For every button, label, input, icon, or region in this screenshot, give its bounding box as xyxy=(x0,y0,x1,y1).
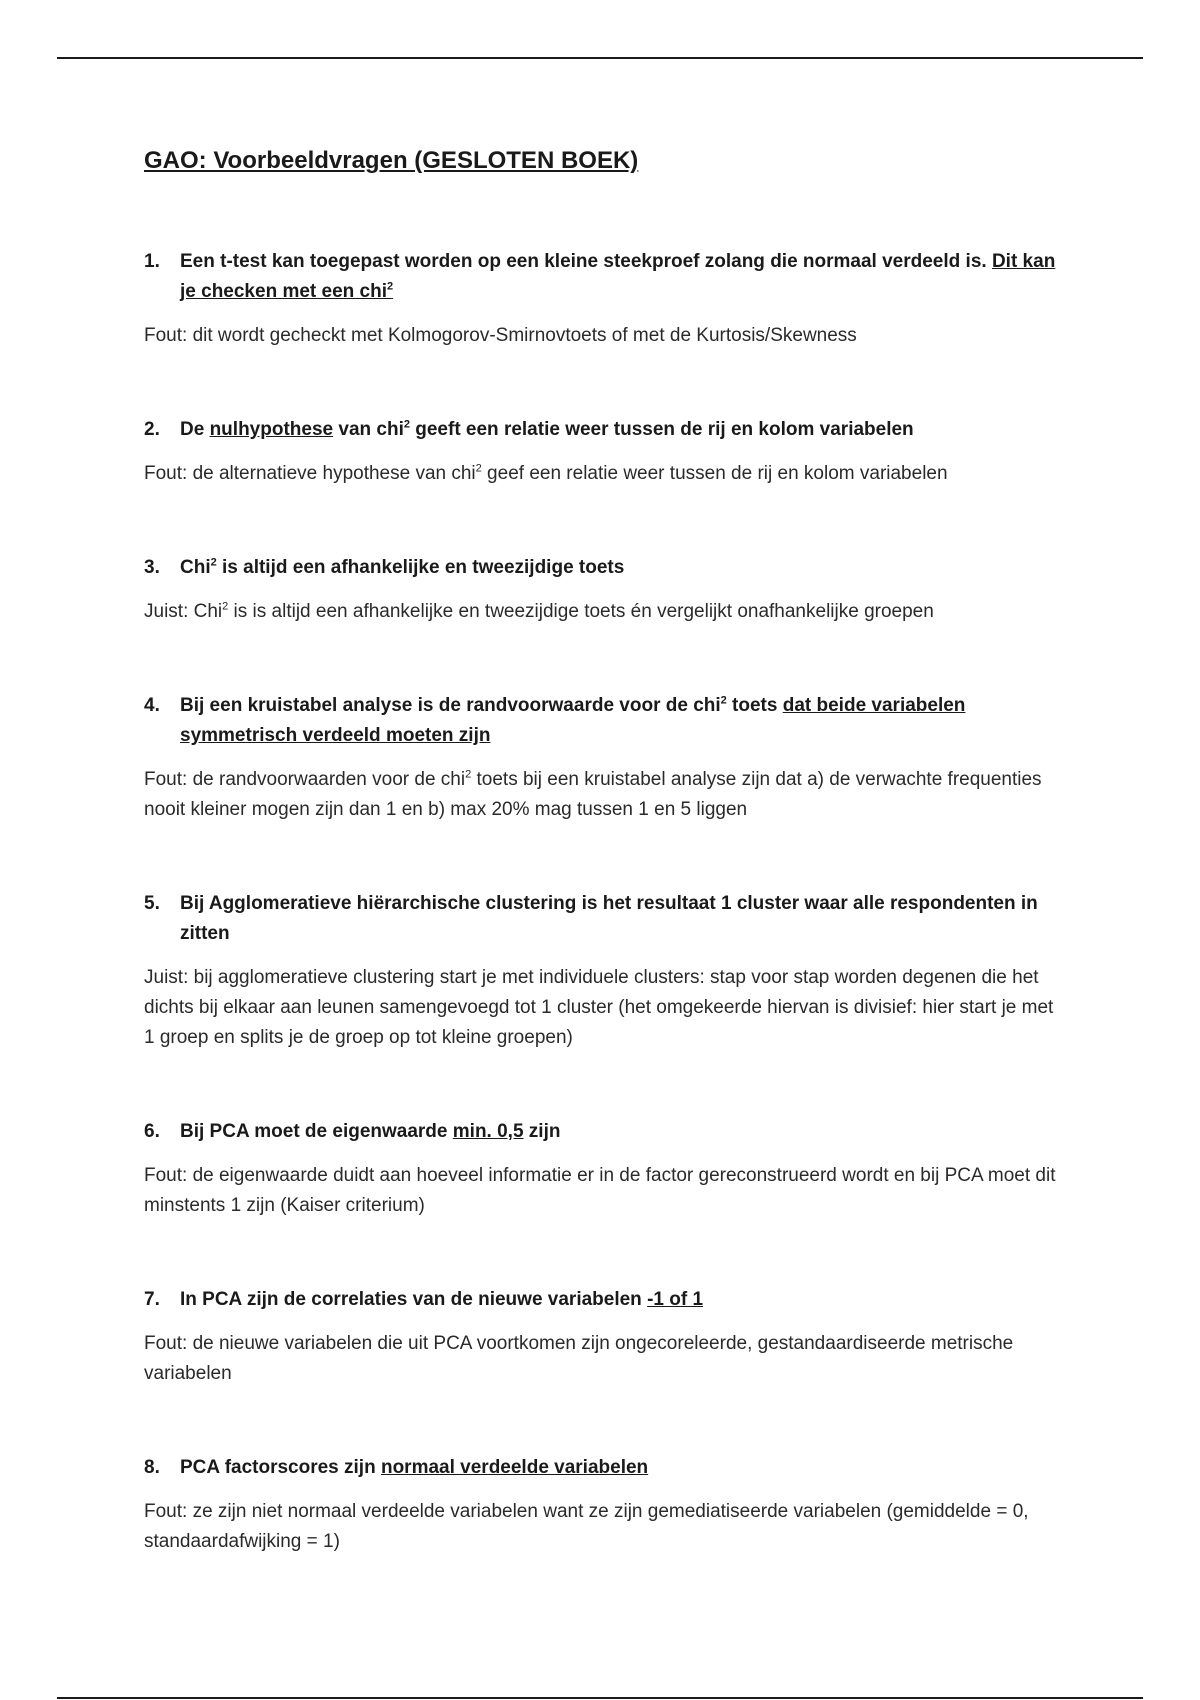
page-title: GAO: Voorbeeldvragen (GESLOTEN BOEK) xyxy=(144,147,639,174)
answer-3: Juist: Chi$^2$ is is altijd een afhankelijke en tweezijdige toets én vergelijkt onafhankelijke groepen xyxy=(144,600,934,622)
question-1: 1. Een t-test kan toegepast worden op een kleine steekproef zolang die normaal verdeeld is. Dit kan je checken met een chi$^2$ xyxy=(144,251,1056,302)
answer-7: Fout: de nieuwe variabelen die uit PCA voortkomen zijn ongecoreleerde, gestandaardiseerde metrische variabelen xyxy=(144,1333,1014,1384)
question-4: 4. Bij een kruistabel analyse is de randvoorwaarde voor de chi$^2$ toets dat beide variabelen symmetrisch verdeeld moeten zijn xyxy=(144,694,966,746)
bottom-rule xyxy=(57,1697,1143,1699)
answer-2: Fout: de alternatieve hypothese van chi$^2$ geef een relatie weer tussen de rij en kolom variabelen xyxy=(144,462,948,484)
answer-5: Juist: bij agglomeratieve clustering start je met individuele clusters: stap voor stap worden degenen die het dichts bij elkaar aan leunen samengevoegd tot 1 cluster (het omgekeerde hiervan is divisief: hier start je met 1 groep en splits je de groep op tot kleine groepen) xyxy=(144,967,1054,1048)
answer-1: Fout: dit wordt gecheckt met Kolmogorov-Smirnovtoets of met de Kurtosis/Skewness xyxy=(144,325,857,346)
question-7: 7. In PCA zijn de correlaties van de nieuwe variabelen -1 of 1 xyxy=(144,1289,704,1310)
question-3: 3. Chi$^2$ is altijd een afhankelijke en tweezijdige toets xyxy=(144,556,625,578)
question-2: 2. De nulhypothese van chi$^2$ geeft een relatie weer tussen de rij en kolom variabelen xyxy=(144,418,914,440)
answer-4: Fout: de randvoorwaarden voor de chi$^2$ toets bij een kruistabel analyse zijn dat a) de verwachte frequenties nooit kleiner mogen zijn dan 1 en b) max 20% mag tussen 1 en 5 liggen xyxy=(144,768,1042,820)
document-body xyxy=(144,143,1069,1621)
question-5: 5. Bij Agglomeratieve hiërarchische clustering is het resultaat 1 cluster waar alle respondenten in zitten xyxy=(144,893,1038,944)
question-6: 6. Bij PCA moet de eigenwaarde min. 0,5 zijn xyxy=(144,1121,561,1142)
top-rule xyxy=(57,57,1143,59)
answer-8: Fout: ze zijn niet normaal verdeelde variabelen want ze zijn gemediatiseerde variabelen (gemiddelde = 0, standaardafwijking = 1) xyxy=(144,1501,1029,1552)
question-8: 8. PCA factorscores zijn normaal verdeelde variabelen xyxy=(144,1457,649,1478)
answer-6: Fout: de eigenwaarde duidt aan hoeveel informatie er in de factor gereconstrueerd wordt en bij PCA moet dit minstents 1 zijn (Kaiser criterium) xyxy=(144,1165,1056,1216)
